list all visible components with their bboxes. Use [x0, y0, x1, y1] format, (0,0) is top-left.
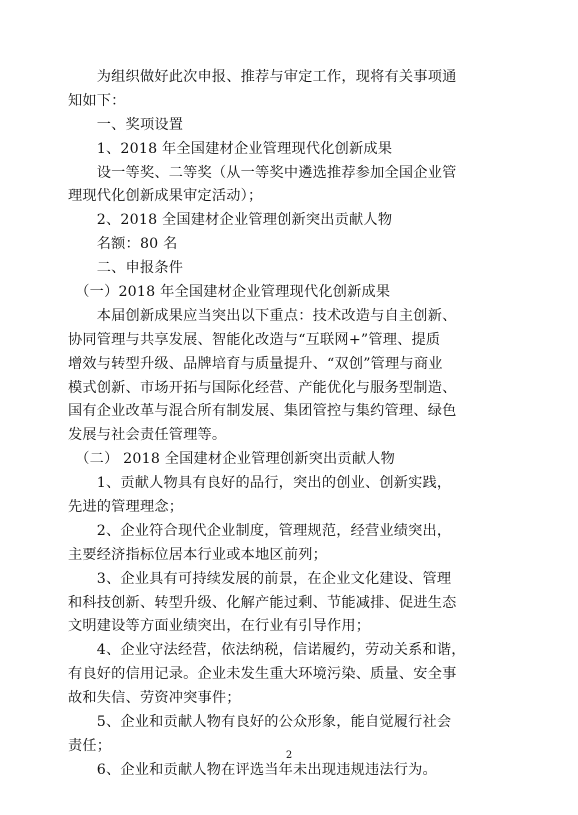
paragraph-line: 1、贡献人物具有良好的品行，突出的创业、创新实践， — [68, 475, 452, 492]
subsection-heading: （一）2018 年全国建材企业管理现代化创新成果 — [68, 284, 391, 301]
paragraph-line: 3、企业具有可持续发展的前景，在企业文化建设、管理 — [68, 570, 452, 587]
paragraph-line: 故和失信、劳资冲突事件； — [68, 690, 241, 707]
paragraph-line: 发展与社会责任管理等。 — [68, 427, 227, 444]
paragraph-line: 有良好的信用记录。企业未发生重大环境污染、质量、安全事 — [68, 666, 457, 683]
paragraph-line: 模式创新、市场开拓与国际化经营、产能优化与服务型制造、 — [68, 379, 457, 396]
paragraph-line: 增效与转型升级、品牌培育与质量提升、“双创”管理与商业 — [68, 355, 443, 372]
paragraph-line: 责任； — [68, 737, 112, 754]
paragraph-line: 协同管理与共享发展、智能化改造与“互联网+”管理、提质 — [68, 331, 441, 348]
paragraph-line: 和科技创新、转型升级、化解产能过剩、节能减排、促进生态 — [68, 594, 457, 611]
paragraph-line: 4、企业守法经营，依法纳税，信诺履约，劳动关系和谐， — [68, 642, 466, 659]
subsection-heading: （二） 2018 全国建材企业管理创新突出贡献人物 — [68, 451, 395, 468]
paragraph-line: 设一等奖、二等奖（从一等奖中遴选推荐参加全国企业管 — [68, 164, 457, 181]
paragraph-line: 2、企业符合现代企业制度，管理规范，经营业绩突出， — [68, 522, 452, 539]
paragraph-line: 6、企业和贡献人物在评选当年未出现违规违法行为。 — [68, 761, 437, 778]
paragraph-line: 1、2018 年全国建材企业管理现代化创新成果 — [68, 140, 393, 157]
paragraph-line: 为组织做好此次申报、推荐与审定工作，现将有关事项通 — [68, 69, 457, 85]
paragraph-line: 文明建设等方面业绩突出，在行业有引导作用； — [68, 618, 371, 635]
paragraph-line: 5、企业和贡献人物有良好的公众形象，能自觉履行社会 — [68, 714, 452, 731]
paragraph-line: 主要经济指标位居本行业或本地区前列； — [68, 546, 327, 563]
paragraph-line: 2、2018 全国建材企业管理创新突出贡献人物 — [68, 212, 393, 229]
paragraph-line: 本届创新成果应当突出以下重点：技术改造与自主创新、 — [68, 307, 457, 324]
paragraph-line: 先进的管理理念； — [68, 499, 184, 516]
paragraph-line: 知如下： — [68, 92, 126, 109]
section-heading: 一、奖项设置 — [68, 116, 184, 133]
page-number: 2 — [285, 750, 293, 761]
paragraph-line: 理现代化创新成果审定活动）； — [68, 188, 263, 205]
paragraph-line: 名额：80 名 — [68, 236, 178, 253]
paragraph-line: 国有企业改革与混合所有制发展、集团管控与集约管理、绿色 — [68, 403, 457, 420]
section-heading: 二、申报条件 — [68, 260, 184, 277]
document-body — [68, 66, 508, 783]
